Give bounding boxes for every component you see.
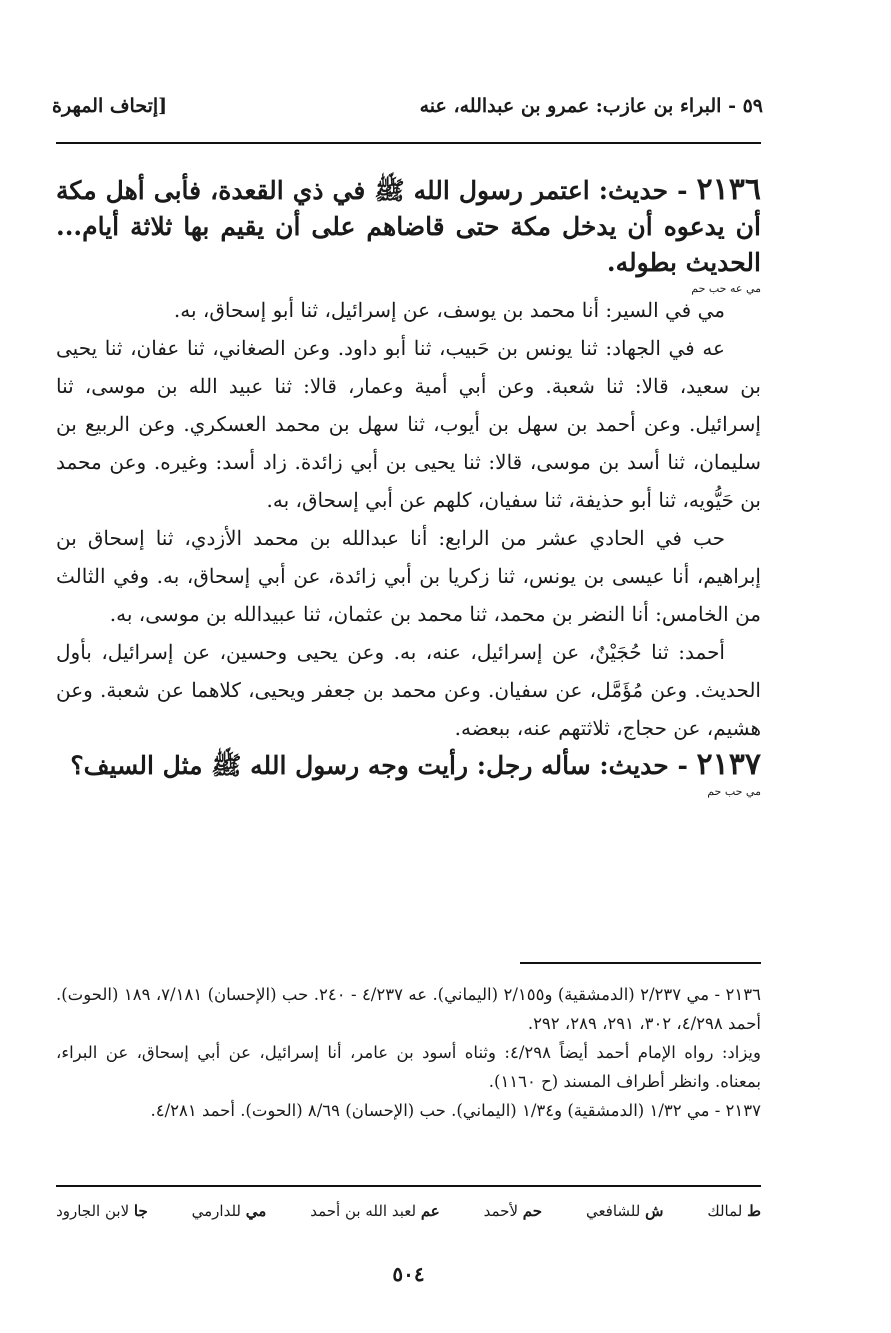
paragraph-ahmad: أحمد: ثنا حُجَيْنٌ، عن إسرائيل، عنه، به. وعن يحيى وحسين، عن إسرائيل، بأول الحديث. وعن مُؤَمَّل، عن سفيان. وعن محمد بن جعفر ويحيى، كلاهما عن شعبة. وعن هشيم، عن حجاج، ثلاثتهم عنه، ببعضه. [56, 640, 761, 740]
main-text [56, 172, 761, 798]
header-divider [56, 142, 761, 144]
footnote-2136: ٢١٣٦ - مي ٢/٢٣٧ (الدمشقية) و٢/١٥٥ (اليماني). عه ٤/٢٣٧ - ٢٤٠. حب (الإحسان) ٧/١٨١، ١٨٩ (الحوت). أحمد ٤/٢٩٨، ٣٠٢، ٢٩١، ٢٨٩، ٢٩٢. [56, 985, 761, 1033]
chapter-title: ٥٩ - البراء بن عازب: عمرو بن عبدالله، عنه [419, 95, 763, 117]
footnotes [56, 980, 761, 1125]
abbrev-item: حم لأحمد [483, 1202, 543, 1220]
footnote-2137: ٢١٣٧ - مي ١/٣٢ (الدمشقية) و١/٣٤ (اليماني). حب (الإحسان) ٨/٦٩ (الحوت). أحمد ٤/٢٨١. [150, 1101, 761, 1120]
page-number: ٥٠٤ [392, 1262, 425, 1286]
abbrev-item: ش للشافعي [585, 1202, 664, 1220]
abbrev-item: ط لمالك [707, 1202, 761, 1220]
hadith-heading-2137 [56, 747, 761, 798]
book-title: [إتحاف المهرة [52, 95, 168, 117]
source-codes: مي عه حب حم [691, 282, 761, 295]
footnote-divider [520, 962, 761, 964]
abbreviations-divider [56, 1185, 761, 1187]
abbrev-item: مي للدارمي [191, 1202, 267, 1220]
hadith-heading-2136 [56, 172, 761, 295]
hadith-text: - حديث: اعتمر رسول الله ﷺ في ذي القعدة، فأبى أهل مكة أن يدعوه أن يدخل مكة حتى قاضاهم على أن يقيم بها ثلاثة أيام... الحديث بطوله. [56, 176, 761, 277]
paragraph-abu-awana: عه في الجهاد: ثنا يونس بن حَبيب، ثنا أبو داود. وعن الصغاني، ثنا عفان، ثنا يحيى بن سعيد، قالا: ثنا شعبة. وعن أبي أمية وعمار، قالا: ثنا عبيد الله بن موسى، ثنا إسرائيل. وعن أحمد بن سهل بن أيوب، ثنا سهل بن محمد العسكري. وعن الربيع بن سليمان، ثنا أسد بن موسى، قالا: ثنا يحيى بن أبي زائدة. زاد أسد: وغيره. وعن محمد بن حَيُّويه، ثنا أبو حذيفة، ثنا سفيان، كلهم عن أبي إسحاق، به. [56, 336, 761, 512]
hadith-number: ٢١٣٧ [696, 747, 761, 782]
hadith-text: - حديث: سأله رجل: رأيت وجه رسول الله ﷺ مثل السيف؟ [70, 751, 688, 780]
abbrev-item: جا لابن الجارود [56, 1202, 148, 1220]
abbreviations-key [56, 1202, 761, 1220]
paragraph-ibn-hibban: حب في الحادي عشر من الرابع: أنا عبدالله بن محمد الأزدي، ثنا إسحاق بن إبراهيم، أنا عيسى بن يونس، ثنا زكريا بن أبي زائدة، عن أبي إسحاق، به. وفي الثالث من الخامس: أنا النضر بن محمد، ثنا محمد بن عثمان، ثنا عبيدالله بن موسى، به. [56, 526, 761, 626]
abbrev-item: عم لعبد الله بن أحمد [310, 1202, 440, 1220]
source-codes: مي حب حم [707, 785, 761, 798]
hadith-number: ٢١٣٦ [696, 172, 761, 207]
footnote-addition: ويزاد: رواه الإمام أحمد أيضاً ٤/٢٩٨: وثناه أسود بن عامر، أنا إسرائيل، عن أبي إسحاق، عن البراء، بمعناه. وانظر أطراف المسند (ح ١١٦٠). [56, 1043, 761, 1091]
paragraph-darimi: مي في السير: أنا محمد بن يوسف، عن إسرائيل، ثنا أبو إسحاق، به. [173, 298, 725, 322]
